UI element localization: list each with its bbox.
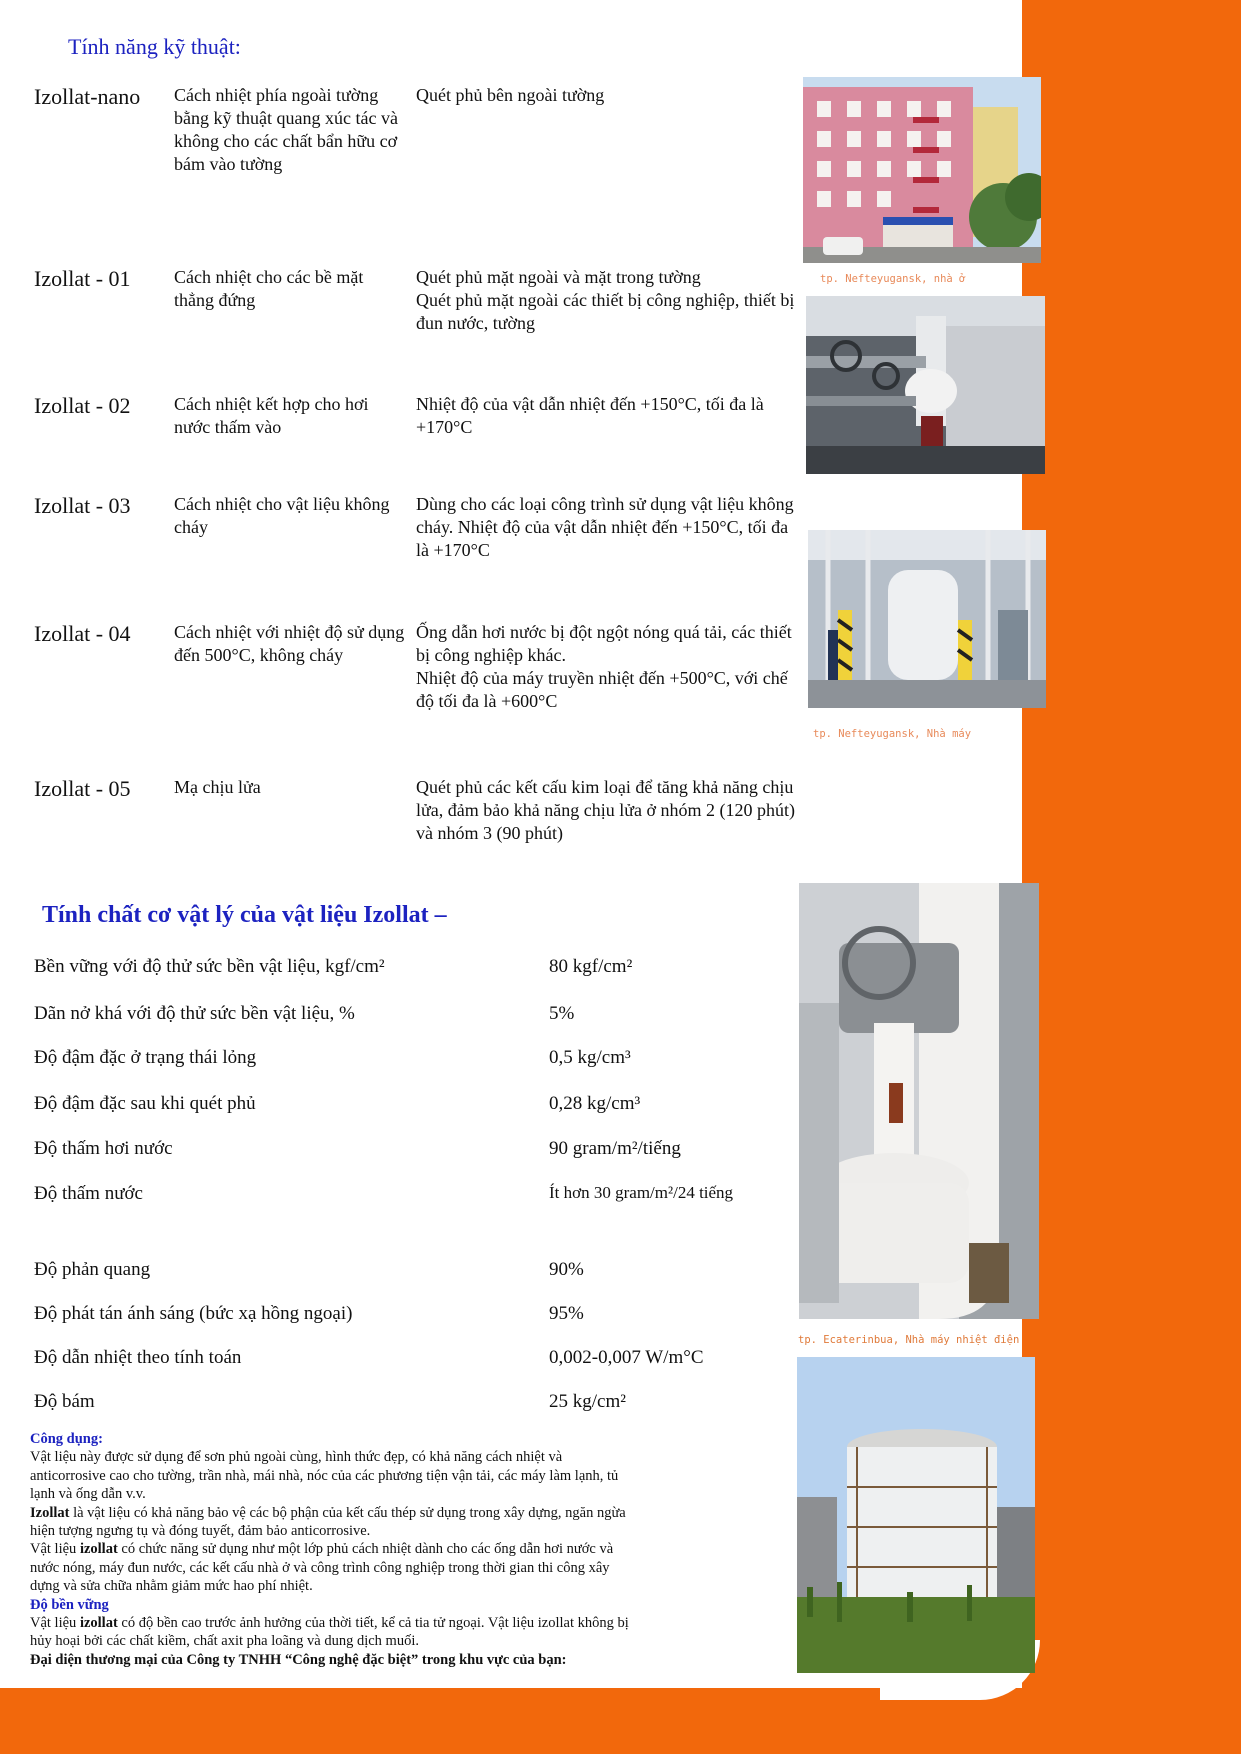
- property-value: 95%: [549, 1303, 584, 1324]
- usage-heading: Công dụng:: [30, 1431, 103, 1447]
- photo-storage-tank: [797, 1357, 1035, 1673]
- caption-nefteyugansk-residential: tp. Nefteyugansk, nhà ở: [820, 273, 966, 285]
- durability-paragraph: [30, 1614, 630, 1651]
- photo-apartment-building: [803, 77, 1041, 263]
- caption-city: tp. Ecaterinbua,: [798, 1334, 900, 1346]
- property-label: Độ đậm đặc sau khi quét phủ: [34, 1093, 256, 1114]
- product-term: izollat: [79, 1541, 118, 1558]
- property-value: 0,002-0,007 W/m°C: [549, 1347, 704, 1368]
- product-name: Izollat - 01: [34, 266, 131, 291]
- product-name: Izollat - 05: [34, 776, 131, 801]
- property-label: Dãn nở khá với độ thử sức bền vật liệu, %: [34, 1003, 355, 1024]
- application-line: Nhiệt độ của vật dẫn nhiệt đến +150°C, tối đa là +170°C: [416, 394, 764, 437]
- property-label: Độ bám: [34, 1391, 95, 1412]
- product-application: [416, 621, 796, 713]
- paragraph-text: Vật liệu: [30, 1541, 80, 1558]
- paragraph-text: Vật liệu: [30, 1615, 80, 1632]
- property-label: Độ thấm hơi nước: [34, 1138, 173, 1159]
- photo-insulated-pipe-valve: [799, 883, 1039, 1319]
- paragraph-text: là vật liệu có khả năng bảo vệ các bộ phận của kết cấu thép sử dụng trong xây dựng, ngăn ngừa hiện tượng ngưng tụ và đóng tuyết, đảm bảo anticorrosive.: [30, 1504, 626, 1540]
- durability-heading: Độ bền vững: [30, 1596, 109, 1613]
- property-value: Ít hơn 30 gram/m²/24 tiếng: [549, 1183, 734, 1202]
- photo-industrial-valves: [806, 296, 1045, 474]
- product-function: Cách nhiệt phía ngoài tường bằng kỹ thuật quang xúc tác và không cho các chất bẩn hữu cơ bám vào tường: [174, 85, 398, 174]
- product-function: Mạ chịu lửa: [174, 777, 261, 797]
- application-line: Quét phủ mặt ngoài các thiết bị công nghiệp, thiết bị đun nước, tường: [416, 290, 795, 333]
- product-function: Cách nhiệt cho các bề mặt thẳng đứng: [174, 267, 364, 310]
- product-function: Cách nhiệt cho vật liệu không cháy: [174, 494, 390, 537]
- application-line: Ống dẫn hơi nước bị đột ngột nóng quá tải, các thiết bị công nghiệp khác.: [416, 622, 792, 665]
- property-value: 0,5 kg/cm³: [549, 1047, 631, 1068]
- caption-place: Nhà máy nhiệt điện: [899, 1334, 1020, 1346]
- orange-side-band: [1022, 0, 1241, 1754]
- property-label: Độ dẫn nhiệt theo tính toán: [34, 1347, 242, 1368]
- property-label: Độ phát tán ánh sáng (bức xạ hồng ngoại): [34, 1303, 353, 1324]
- product-name: Izollat - 03: [34, 493, 131, 518]
- product-application: [416, 266, 796, 335]
- product-function: Cách nhiệt kết hợp cho hơi nước thấm vào: [174, 394, 369, 437]
- product-name: Izollat - 04: [34, 621, 131, 646]
- property-value: 90%: [549, 1259, 584, 1280]
- application-line: Dùng cho các loại công trình sử dụng vật liệu không cháy. Nhiệt độ của vật dẫn nhiệt đến +150°C, tối đa là +170°C: [416, 494, 794, 560]
- property-value: 90 gram/m²/tiếng: [549, 1138, 681, 1159]
- property-label: Độ thấm nước: [34, 1183, 143, 1204]
- product-name: Izollat - 02: [34, 393, 131, 418]
- photo-plant-interior: [808, 530, 1046, 708]
- product-name: Izollat-nano: [34, 84, 141, 109]
- application-line: Quét phủ mặt ngoài và mặt trong tường: [416, 267, 701, 287]
- property-label: Bền vững với độ thử sức bền vật liệu, kgf/cm²: [34, 956, 385, 977]
- property-value: 80 kgf/cm²: [549, 956, 633, 977]
- property-label: Độ đậm đặc ở trạng thái lỏng: [34, 1047, 257, 1068]
- product-function: Cách nhiệt với nhiệt độ sử dụng đến 500°C, không cháy: [174, 622, 405, 665]
- application-line: Nhiệt độ của máy truyền nhiệt đến +500°C, với chế độ tối đa là +600°C: [416, 668, 788, 711]
- property-value: 0,28 kg/cm³: [549, 1093, 641, 1114]
- application-line: Quét phủ bên ngoài tường: [416, 85, 605, 105]
- usage-paragraph: [30, 1540, 630, 1595]
- paragraph-text: có độ bền cao trước ảnh hưởng của thời tiết, kể cả tia tử ngoại. Vật liệu izollat không bị hủy hoại bởi các chất kiềm, chất axit pha loãng và dung dịch muối.: [30, 1615, 629, 1650]
- property-value: 5%: [549, 1003, 575, 1024]
- caption-ecaterinbua: [798, 1334, 1019, 1346]
- product-application: [416, 84, 796, 107]
- orange-bottom-band: [0, 1688, 1241, 1754]
- property-label: Độ phản quang: [34, 1259, 151, 1280]
- product-term: Izollat: [30, 1504, 70, 1521]
- product-application: [416, 493, 796, 562]
- technical-title: Tính năng kỹ thuật:: [68, 34, 241, 59]
- paragraph-text: có chức năng sử dụng như một lớp phủ cách nhiệt dành cho các ống dẫn hơi nước và nước nóng, máy đun nước, các kết cấu nhà ở và công trình công nghiệp trong thời gian thi công xây dựng và sửa chữa nhằm giảm mức hao phí nhiệt.: [30, 1541, 614, 1595]
- product-application: [416, 393, 796, 439]
- caption-nefteyugansk-plant: tp. Nefteyugansk, Nhà máy: [813, 728, 972, 740]
- footer-representative: Đại diện thương mại của Công ty TNHH “Công nghệ đặc biệt” trong khu vực của bạn:: [30, 1651, 567, 1668]
- product-term: izollat: [79, 1615, 118, 1632]
- usage-paragraph: [30, 1504, 630, 1541]
- usage-paragraph: Vật liệu này được sử dụng để sơn phủ ngoài cùng, hình thức đẹp, có khả năng cách nhiệt và anticorrosive cao cho tường, trần nhà, mái nhà, nóc của các phương tiện vận tải, các máy làm lạnh, tủ lạnh và ống dẫn v.v.: [30, 1449, 619, 1503]
- property-value: 25 kg/cm²: [549, 1391, 626, 1412]
- properties-title: Tính chất cơ vật lý của vật liệu Izollat –: [42, 902, 447, 928]
- usage-section: [30, 1430, 630, 1669]
- application-line: Quét phủ các kết cấu kim loại để tăng khả năng chịu lửa, đảm bảo khả năng chịu lửa ở nhóm 2 (120 phút) và nhóm 3 (90 phút): [416, 777, 795, 843]
- product-application: [416, 776, 796, 845]
